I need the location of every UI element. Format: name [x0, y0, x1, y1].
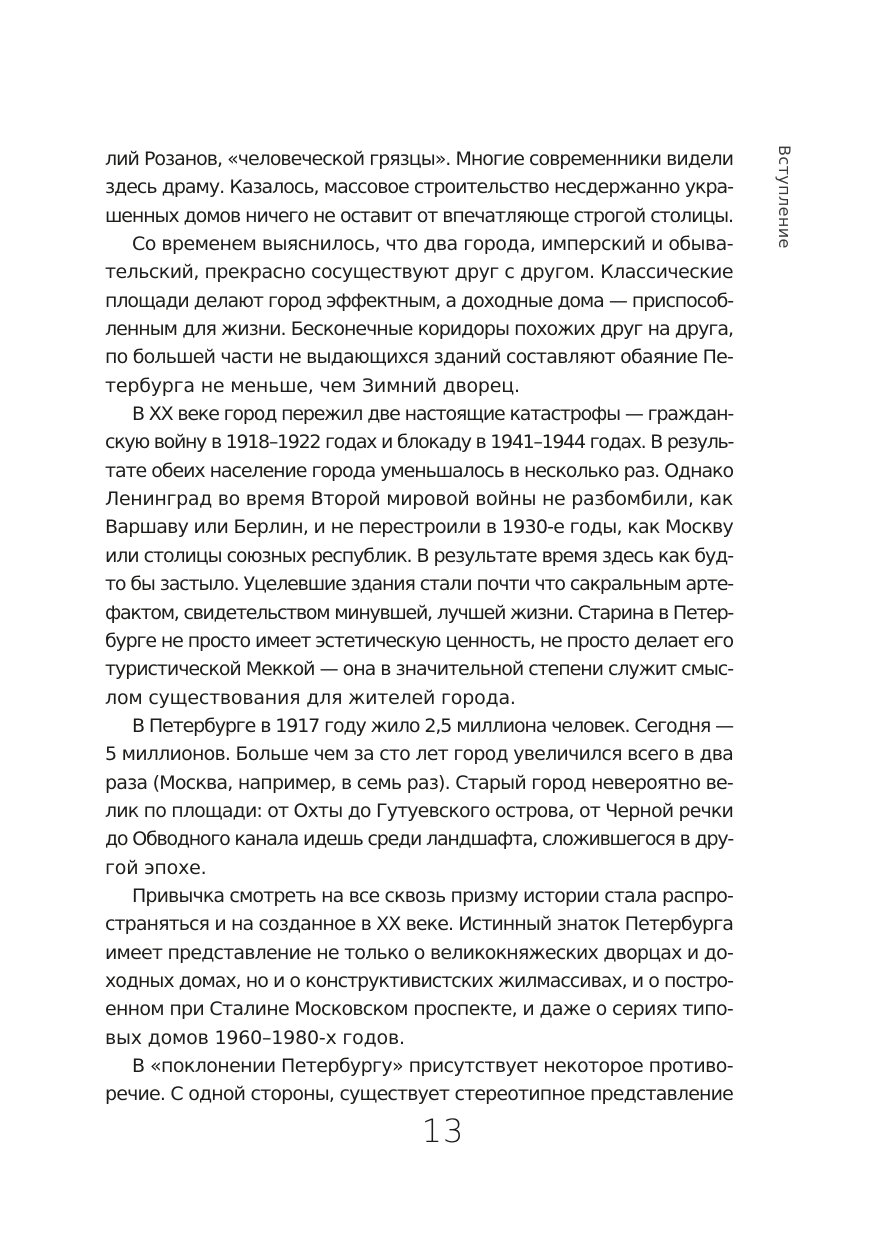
- text-line: шенных домов ничего не оставит от впечатляюще строгой столицы.: [105, 204, 733, 227]
- text-line: тельский, прекрасно сосуществуют друг с другом. Классические: [105, 261, 733, 284]
- text-line: В «поклонении Петербургу» присутствует некоторое противо-: [132, 1055, 733, 1077]
- page-number: 13: [421, 1112, 465, 1150]
- text-line: енном при Сталине Московском проспекте, и даже о сериях типо-: [105, 998, 733, 1021]
- text-line: гой эпохе.: [105, 856, 207, 879]
- text-line: то бы застыло. Уцелевшие здания стали почти что сакральным арте-: [105, 573, 733, 596]
- text-line: вых домов 1960–1980-х годов.: [105, 1026, 405, 1049]
- text-line: ленным для жизни. Бесконечные коридоры похожих друг на друга,: [105, 318, 733, 341]
- text-line: ходных домах, но и о конструктивистских жилмассивах, и о постро-: [105, 969, 733, 992]
- text-line: лий Розанов, «человеческой грязцы». Многие современники видели: [105, 148, 733, 170]
- text-line: тербурга не меньше, чем Зимний дворец.: [105, 374, 520, 397]
- text-line: В XX веке город пережил две настоящие катастрофы — граждан-: [132, 403, 733, 426]
- text-line: речие. С одной стороны, существует стереотипное представление: [105, 1083, 733, 1106]
- text-line: раза (Москва, например, в семь раз). Старый город невероятно ве-: [105, 771, 733, 794]
- text-line: бурге не просто имеет эстетическую ценность, не просто делает его: [105, 629, 733, 652]
- text-line: 5 миллионов. Больше чем за сто лет город увеличился всего в два: [105, 743, 733, 766]
- text-line: скую войну в 1918–1922 годах и блокаду в 1941–1944 годах. В резуль-: [105, 431, 733, 454]
- text-line: лом существования для жителей города.: [105, 686, 516, 709]
- text-line: Привычка смотреть на все сквозь призму истории стала распро-: [132, 884, 733, 907]
- body-text: [105, 145, 733, 1109]
- text-line: площади делают город эффектным, а доходные дома — приспособ-: [105, 289, 733, 312]
- text-line: Ленинград во время Второй мировой войны не разбомбили, как: [105, 488, 733, 511]
- text-line: фактом, свидетельством минувшей, лучшей жизни. Старина в Петер-: [105, 601, 733, 624]
- text-line: до Обводного канала идешь среди ландшафта, сложившегося в дру-: [105, 828, 733, 851]
- text-line: страняться и на созданное в XX веке. Истинный знаток Петербурга: [105, 913, 733, 936]
- text-line: Со временем выяснилось, что два города, имперский и обыва-: [132, 233, 733, 256]
- text-line: Варшаву или Берлин, и не перестроили в 1930-е годы, как Москву: [105, 516, 733, 539]
- text-line: или столицы союзных республик. В результате время здесь как буд-: [105, 544, 733, 567]
- text-line: лик по площади: от Охты до Гутуевского острова, от Черной речки: [105, 799, 733, 822]
- text-line: тате обеих население города уменьшалось в несколько раз. Однако: [105, 459, 733, 482]
- text-line: имеет представление не только о великокняжеских дворцах и до-: [105, 941, 733, 964]
- text-line: туристической Меккой — она в значительной степени служит смыс-: [105, 658, 733, 681]
- section-title: Вступление: [775, 145, 794, 249]
- text-line: В Петербурге в 1917 году жило 2,5 миллиона человек. Сегодня —: [132, 714, 733, 737]
- text-line: по большей части не выдающихся зданий составляют обаяние Пе-: [105, 346, 733, 369]
- text-line: здесь драму. Казалось, массовое строительство несдержанно укра-: [105, 176, 733, 199]
